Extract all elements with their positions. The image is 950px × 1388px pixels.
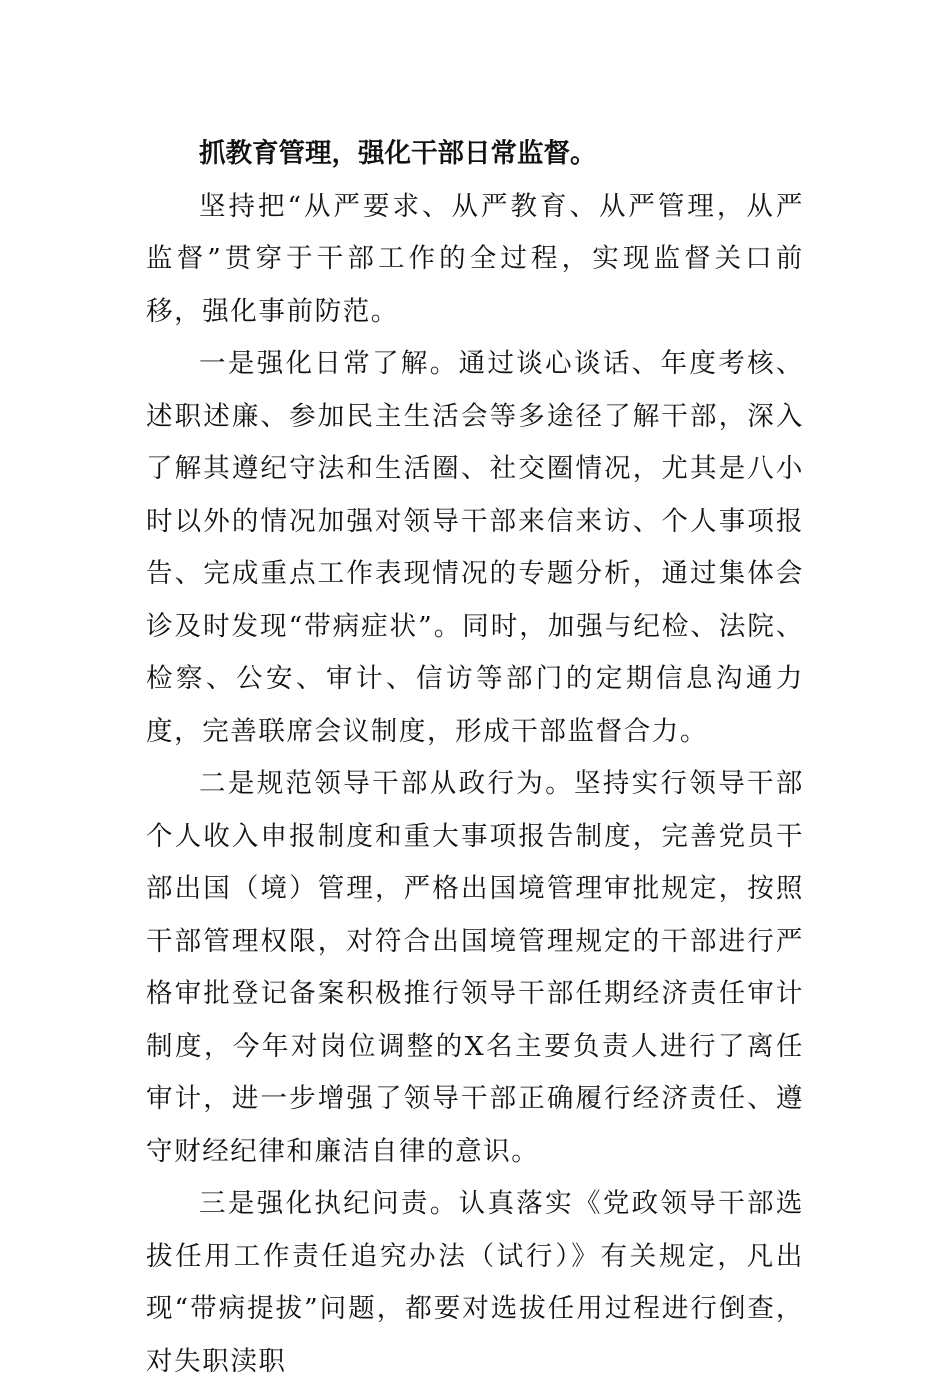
paragraph-intro: 坚持把“从严要求、从严教育、从严管理，从严监督”贯穿于干部工作的全过程，实现监督关口前移，强化事前防范。 [146, 190, 804, 327]
paragraph-regulate-conduct: 二是规范领导干部从政行为。坚持实行领导干部个人收入申报制度和重大事项报告制度，完善党员干部出国（境）管理，严格出国境管理审批规定，按照干部管理权限，对符合出国境管理规定的干部进行严格审批登记备案积极推行领导干部任期经济责任审计制度，今年对岗位调整的X名主要负责人进行了离任审计，进一步增强了领导干部正确履行经济责任、遵守财经纪律和廉洁自律的意识。 [146, 768, 804, 1167]
paragraph-accountability: 三是强化执纪问责。认真落实《党政领导干部选拔任用工作责任追究办法（试行）》有关规定，凡出现“带病提拔”问题，都要对选拔任用过程进行倒查，对失职渎职 [146, 1188, 804, 1377]
paragraph-daily-understanding: 一是强化日常了解。通过谈心谈话、年度考核、述职述廉、参加民主生活会等多途径了解干部，深入了解其遵纪守法和生活圈、社交圈情况，尤其是八小时以外的情况加强对领导干部来信来访、个人事项报告、完成重点工作表现情况的专题分析，通过集体会诊及时发现“带病症状”。同时，加强与纪检、法院、检察、公安、审计、信访等部门的定期信息沟通力度，完善联席会议制度，形成干部监督合力。 [146, 348, 804, 747]
document-body [146, 128, 804, 1388]
section-heading: 抓教育管理，强化干部日常监督。 [199, 138, 597, 169]
